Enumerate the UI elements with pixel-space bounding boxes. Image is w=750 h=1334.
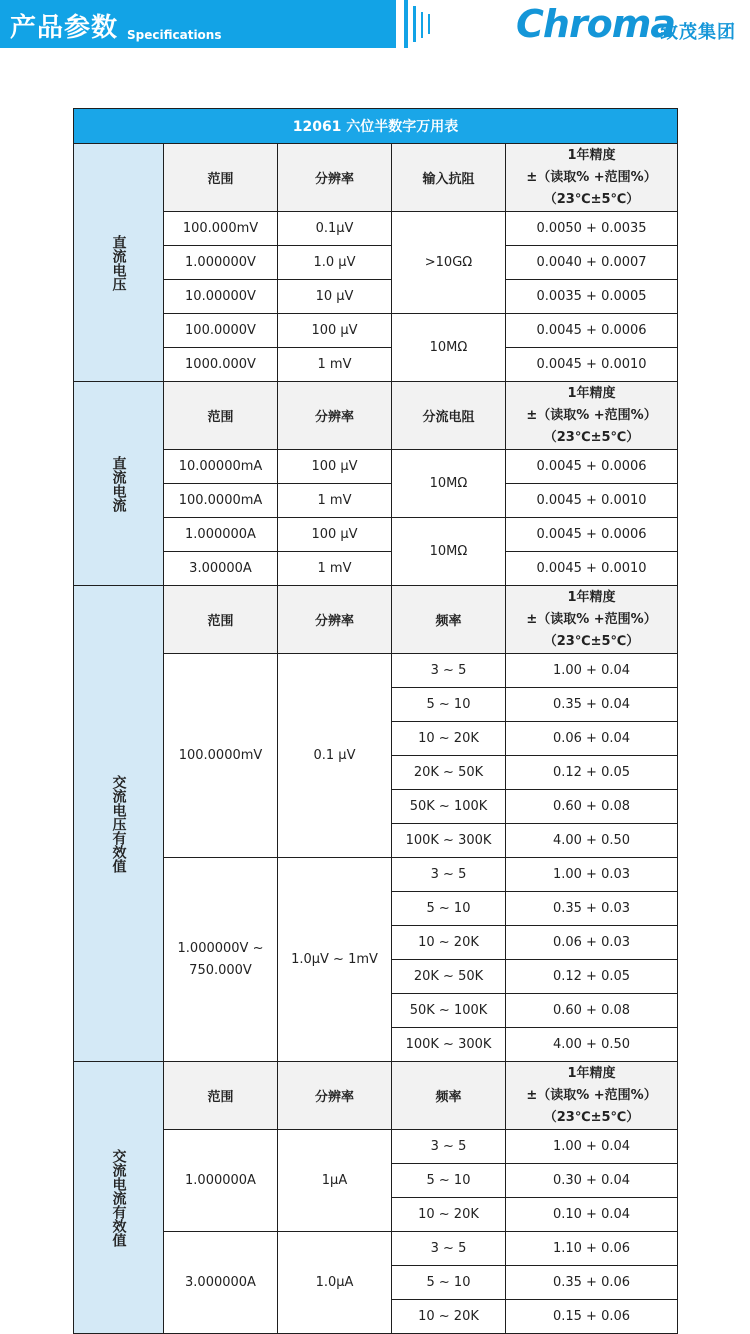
cell-frequency: 3 ~ 5 — [392, 1232, 506, 1266]
cell-frequency: 5 ~ 10 — [392, 1164, 506, 1198]
table-row — [74, 348, 678, 382]
cell-accuracy: 0.35 + 0.04 — [506, 688, 678, 722]
header-shunt-resistance: 分流电阻 — [392, 382, 506, 450]
cell-resolution: 100 μV — [278, 314, 392, 348]
cell-range: 10.00000V — [164, 280, 278, 314]
cell-resolution: 0.1μV — [278, 212, 392, 246]
cell-frequency: 5 ~ 10 — [392, 1266, 506, 1300]
header-resolution: 分辨率 — [278, 144, 392, 212]
cell-accuracy: 1.00 + 0.03 — [506, 858, 678, 892]
cell-resolution: 100 μV — [278, 450, 392, 484]
cell-accuracy: 0.0045 + 0.0010 — [506, 552, 678, 586]
header-accuracy: 1年精度 ±（读取% +范围%） （23℃±5℃） — [506, 1062, 678, 1130]
cell-accuracy: 0.0050 + 0.0035 — [506, 212, 678, 246]
cell-accuracy: 0.12 + 0.05 — [506, 756, 678, 790]
section-label-acv: 交流电压有效值 — [74, 586, 164, 1062]
page-header — [0, 0, 750, 48]
cell-accuracy: 0.35 + 0.03 — [506, 892, 678, 926]
cell-range: 1000.000V — [164, 348, 278, 382]
header-banner — [0, 0, 396, 48]
cell-accuracy: 0.60 + 0.08 — [506, 994, 678, 1028]
cell-range: 1.000000V ~ 750.000V — [164, 858, 278, 1062]
cell-accuracy: 0.35 + 0.06 — [506, 1266, 678, 1300]
cell-accuracy: 0.0035 + 0.0005 — [506, 280, 678, 314]
table-row — [74, 314, 678, 348]
table-row — [74, 552, 678, 586]
brand-logo-cn: 致茂集团 — [660, 22, 736, 43]
table-row — [74, 1232, 678, 1266]
header-accuracy: 1年精度 ±（读取% +范围%） （23℃±5℃） — [506, 144, 678, 212]
cell-resolution: 1.0μV ~ 1mV — [278, 858, 392, 1062]
cell-resolution: 1.0 μV — [278, 246, 392, 280]
cell-accuracy: 4.00 + 0.50 — [506, 1028, 678, 1062]
cell-resolution: 100 μV — [278, 518, 392, 552]
table-row — [74, 518, 678, 552]
cell-accuracy: 0.0045 + 0.0010 — [506, 348, 678, 382]
table-row — [74, 654, 678, 688]
table-row — [74, 484, 678, 518]
divider-bar — [413, 6, 416, 42]
cell-accuracy: 4.00 + 0.50 — [506, 824, 678, 858]
cell-accuracy: 0.06 + 0.04 — [506, 722, 678, 756]
page-title: 产品参数 — [10, 13, 119, 43]
cell-frequency: 10 ~ 20K — [392, 1198, 506, 1232]
section-label-aci: 交流电流有效值 — [74, 1062, 164, 1334]
spec-table — [73, 108, 678, 1334]
cell-shunt: 10MΩ — [392, 450, 506, 518]
page-subtitle: Specifications — [127, 28, 222, 42]
cell-impedance: >10GΩ — [392, 212, 506, 314]
cell-frequency: 3 ~ 5 — [392, 654, 506, 688]
cell-frequency: 10 ~ 20K — [392, 722, 506, 756]
table-row — [74, 246, 678, 280]
section-label-dci: 直流电流 — [74, 382, 164, 586]
cell-range: 100.0000V — [164, 314, 278, 348]
header-accuracy: 1年精度 ±（读取% +范围%） （23℃±5℃） — [506, 382, 678, 450]
header-input-impedance: 输入抗阻 — [392, 144, 506, 212]
cell-resolution: 1 mV — [278, 552, 392, 586]
cell-resolution: 0.1 μV — [278, 654, 392, 858]
cell-accuracy: 0.0040 + 0.0007 — [506, 246, 678, 280]
cell-frequency: 50K ~ 100K — [392, 790, 506, 824]
cell-range: 3.000000A — [164, 1232, 278, 1334]
cell-accuracy: 0.0045 + 0.0006 — [506, 518, 678, 552]
cell-range: 1.000000A — [164, 1130, 278, 1232]
cell-frequency: 10 ~ 20K — [392, 1300, 506, 1334]
divider-bar — [428, 14, 430, 34]
cell-range: 1.000000V — [164, 246, 278, 280]
header-resolution: 分辨率 — [278, 1062, 392, 1130]
cell-range: 100.000mV — [164, 212, 278, 246]
table-row — [74, 280, 678, 314]
cell-frequency: 20K ~ 50K — [392, 756, 506, 790]
table-row — [74, 1130, 678, 1164]
divider-bar — [421, 12, 423, 38]
cell-frequency: 50K ~ 100K — [392, 994, 506, 1028]
cell-shunt: 10MΩ — [392, 518, 506, 586]
cell-impedance: 10MΩ — [392, 314, 506, 382]
cell-frequency: 5 ~ 10 — [392, 688, 506, 722]
header-range: 范围 — [164, 382, 278, 450]
cell-range: 100.0000mV — [164, 654, 278, 858]
cell-resolution: 10 μV — [278, 280, 392, 314]
header-frequency: 频率 — [392, 1062, 506, 1130]
cell-frequency: 100K ~ 300K — [392, 1028, 506, 1062]
cell-accuracy: 0.30 + 0.04 — [506, 1164, 678, 1198]
header-range: 范围 — [164, 144, 278, 212]
header-range: 范围 — [164, 586, 278, 654]
cell-accuracy: 1.00 + 0.04 — [506, 654, 678, 688]
cell-accuracy: 0.0045 + 0.0010 — [506, 484, 678, 518]
cell-frequency: 100K ~ 300K — [392, 824, 506, 858]
header-accuracy: 1年精度 ±（读取% +范围%） （23℃±5℃） — [506, 586, 678, 654]
cell-resolution: 1 mV — [278, 484, 392, 518]
cell-frequency: 20K ~ 50K — [392, 960, 506, 994]
cell-resolution: 1 mV — [278, 348, 392, 382]
cell-accuracy: 1.10 + 0.06 — [506, 1232, 678, 1266]
divider-bar — [404, 0, 408, 48]
brand-logo: Chroma — [516, 2, 676, 46]
table-title: 12061 六位半数字万用表 — [74, 109, 678, 144]
table-row — [74, 450, 678, 484]
cell-frequency: 3 ~ 5 — [392, 1130, 506, 1164]
cell-accuracy: 0.60 + 0.08 — [506, 790, 678, 824]
header-resolution: 分辨率 — [278, 586, 392, 654]
cell-resolution: 1.0μA — [278, 1232, 392, 1334]
header-frequency: 频率 — [392, 586, 506, 654]
table-row — [74, 858, 678, 892]
cell-frequency: 5 ~ 10 — [392, 892, 506, 926]
cell-range: 1.000000A — [164, 518, 278, 552]
cell-accuracy: 0.0045 + 0.0006 — [506, 314, 678, 348]
cell-accuracy: 0.10 + 0.04 — [506, 1198, 678, 1232]
cell-frequency: 3 ~ 5 — [392, 858, 506, 892]
table-row — [74, 212, 678, 246]
cell-accuracy: 0.06 + 0.03 — [506, 926, 678, 960]
cell-range: 3.00000A — [164, 552, 278, 586]
cell-accuracy: 1.00 + 0.04 — [506, 1130, 678, 1164]
cell-range: 10.00000mA — [164, 450, 278, 484]
cell-accuracy: 0.12 + 0.05 — [506, 960, 678, 994]
cell-frequency: 10 ~ 20K — [392, 926, 506, 960]
header-range: 范围 — [164, 1062, 278, 1130]
cell-accuracy: 0.15 + 0.06 — [506, 1300, 678, 1334]
section-label-dcv: 直流电压 — [74, 144, 164, 382]
cell-accuracy: 0.0045 + 0.0006 — [506, 450, 678, 484]
header-resolution: 分辨率 — [278, 382, 392, 450]
cell-range: 100.0000mA — [164, 484, 278, 518]
cell-resolution: 1μA — [278, 1130, 392, 1232]
